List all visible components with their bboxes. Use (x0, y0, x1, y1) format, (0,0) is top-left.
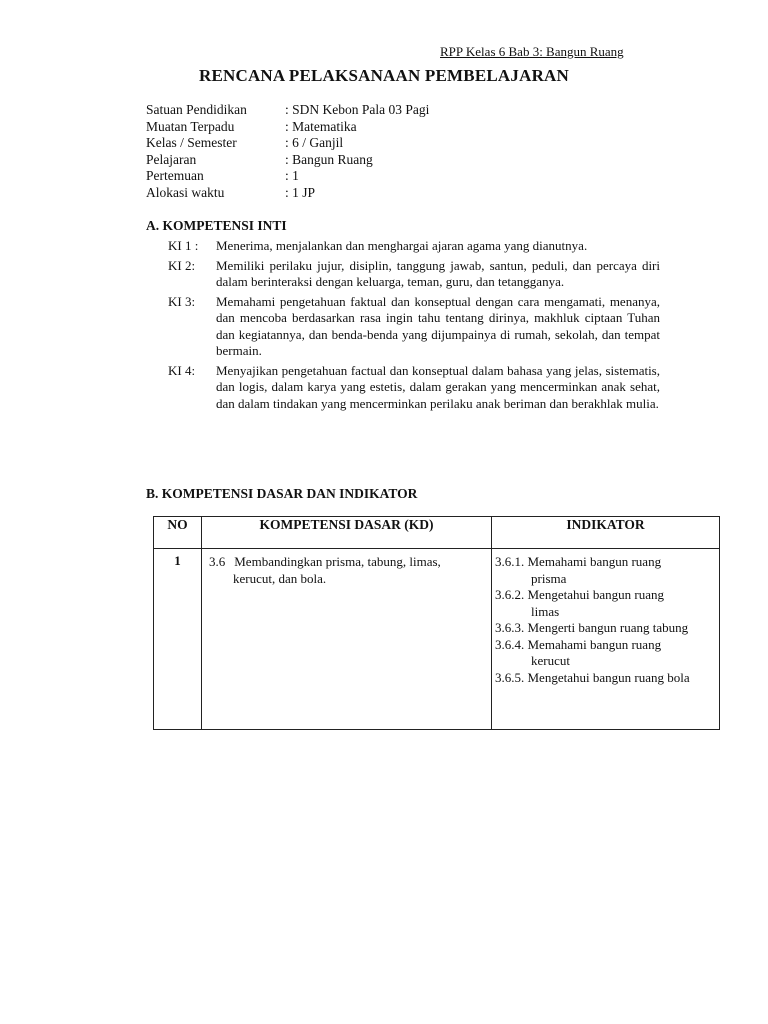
ki-item (168, 238, 660, 255)
section-a-heading: A. KOMPETENSI INTI (146, 218, 287, 233)
table-header-row (154, 517, 720, 549)
ki-item (168, 363, 660, 413)
indicator-line: 3.6.4. Memahami bangun ruang (495, 636, 662, 652)
info-row (146, 119, 429, 136)
ki-text: Memahami pengetahuan faktual dan konseptual dengan cara mengamati, menanya, dan mencoba berdasarkan rasa ingin tahu tentang dirinya, makhluk ciptaan Tuhan dan kegiatannya, dan benda-benda yang dijumpainya di rumah, sekolah, dan tempat bermain. (216, 293, 660, 358)
indicator-item (495, 670, 716, 687)
indicator-line: 3.6.3. Mengerti bangun ruang tabung (495, 620, 689, 635)
info-key: Satuan Pendidikan (146, 102, 247, 117)
info-key: Pertemuan (146, 168, 204, 183)
row-no: 1 (154, 549, 202, 730)
kd-text-line: kerucut, dan bola. (233, 570, 327, 586)
indicator-item (495, 554, 716, 587)
ki-text: Menyajikan pengetahuan factual dan konseptual dalam bahasa yang jelas, sistematis, dan logis, dalam karya yang estetis, dalam gerakan yang mencerminkan anak sehat, dan dalam tindakan yang mencerminkan perilaku anak beriman dan berakhlak mulia. (216, 362, 660, 411)
indicator-line: prisma (531, 570, 567, 586)
ki-list (168, 238, 660, 415)
info-value: : 6 / Ganjil (285, 135, 344, 150)
indicator-item (495, 620, 716, 637)
indicator-line: limas (531, 603, 560, 619)
info-row (146, 102, 429, 119)
kd-text-line: Membandingkan prisma, tabung, limas, (234, 554, 441, 569)
ki-code: KI 2: (168, 257, 196, 273)
document-title: RENCANA PELAKSANAAN PEMBELAJARAN (198, 66, 570, 85)
section-b-heading: B. KOMPETENSI DASAR DAN INDIKATOR (146, 486, 418, 501)
ki-code: KI 3: (168, 293, 196, 309)
row-kd (202, 549, 492, 730)
info-value: : Bangun Ruang (285, 151, 373, 167)
info-row (146, 135, 429, 152)
info-value: : Matematika (285, 118, 357, 134)
ki-code: KI 4: (168, 362, 196, 378)
info-row (146, 168, 429, 185)
header-kd: KOMPETENSI DASAR (KD) (202, 517, 492, 549)
info-value: : 1 (285, 168, 299, 183)
indicator-item (495, 637, 716, 670)
info-key: Kelas / Semester (146, 135, 237, 150)
info-row (146, 152, 429, 169)
row-indikator (492, 549, 720, 730)
ki-item (168, 258, 660, 291)
header-no: NO (154, 517, 202, 549)
info-key: Muatan Terpadu (146, 118, 235, 134)
indicator-line: 3.6.2. Mengetahui bangun ruang (495, 587, 664, 602)
ki-item (168, 294, 660, 360)
indicator-item (495, 587, 716, 620)
info-block (146, 102, 429, 201)
info-key: Alokasi waktu (146, 184, 225, 200)
kd-number: 3.6 (209, 554, 226, 569)
running-header: RPP Kelas 6 Bab 3: Bangun Ruang (440, 44, 624, 59)
indicator-line: kerucut (531, 653, 570, 668)
header-indikator: INDIKATOR (492, 517, 720, 549)
info-key: Pelajaran (146, 151, 197, 167)
info-value: : SDN Kebon Pala 03 Pagi (285, 102, 430, 117)
kd-table (153, 516, 720, 730)
indicator-line: 3.6.5. Mengetahui bangun ruang bola (495, 669, 690, 685)
info-value: : 1 JP (285, 184, 316, 200)
indicator-line: 3.6.1. Memahami bangun ruang (495, 554, 662, 569)
table-row (154, 549, 720, 730)
ki-text: Menerima, menjalankan dan menghargai ajaran agama yang dianutnya. (216, 238, 588, 253)
ki-code: KI 1 : (168, 238, 199, 253)
info-row (146, 185, 429, 202)
ki-text: Memiliki perilaku jujur, disiplin, tanggung jawab, santun, peduli, dan percaya diri dalam berinteraksi dengan keluarga, teman, guru, dan tetangganya. (216, 257, 660, 289)
